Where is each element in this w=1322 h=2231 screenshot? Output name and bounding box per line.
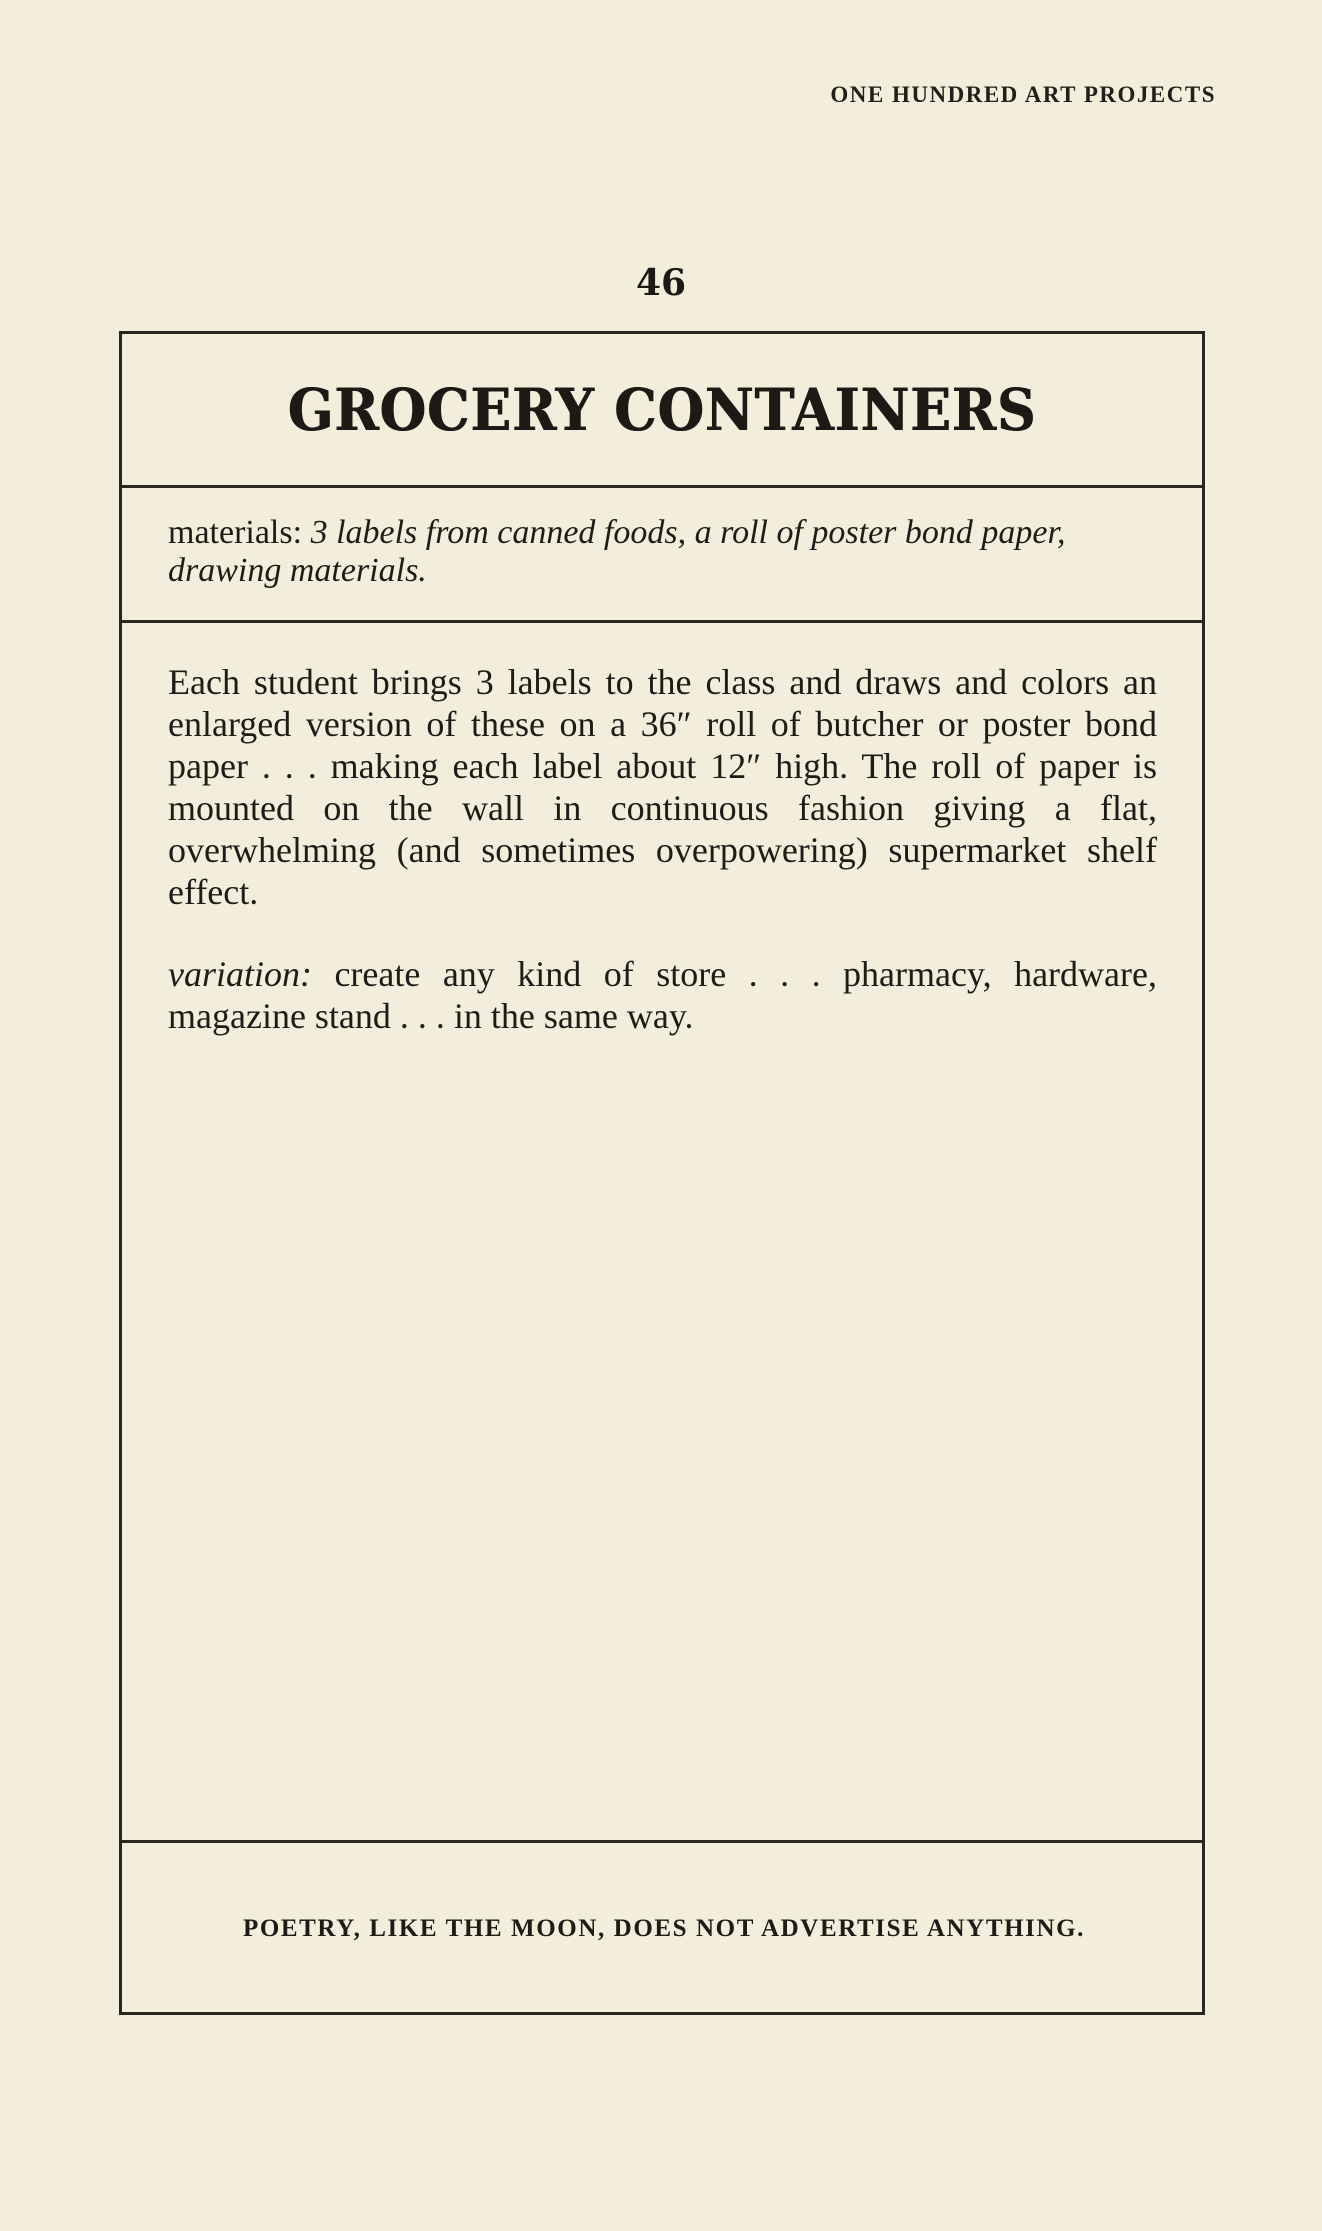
project-number: 46 (635, 262, 687, 304)
variation-label: variation: (168, 954, 312, 994)
quote-text: POETRY, LIKE THE MOON, DOES NOT ADVERTISE ANYTHING. (242, 1915, 1086, 1942)
variation-text: create any kind of store . . . pharmacy, hardware, magazine stand . . . in the same way. (168, 954, 1157, 1036)
variation-paragraph (168, 953, 1157, 1037)
description-paragraph: Each student brings 3 labels to the class and draws and colors an enlarged version of these on a 36″ roll of butcher or poster bond paper . . . making each label about 12″ high. The roll of paper is mounted on the wall in continuous fashion giving a flat, overwhelming (and sometimes overpowering) supermarket shelf effect. (168, 662, 1157, 912)
project-title: GROCERY CONTAINERS (287, 375, 1037, 444)
running-head: ONE HUNDRED ART PROJECTS (830, 82, 1216, 107)
materials-text: 3 labels from canned foods, a roll of poster bond paper, drawing materials. (168, 514, 1066, 589)
project-card (119, 331, 1205, 2015)
instructions-box (122, 623, 1202, 1843)
quote-box (122, 1843, 1202, 2015)
materials-box (122, 488, 1202, 623)
title-box (122, 334, 1202, 488)
materials-label: materials: (168, 514, 303, 551)
